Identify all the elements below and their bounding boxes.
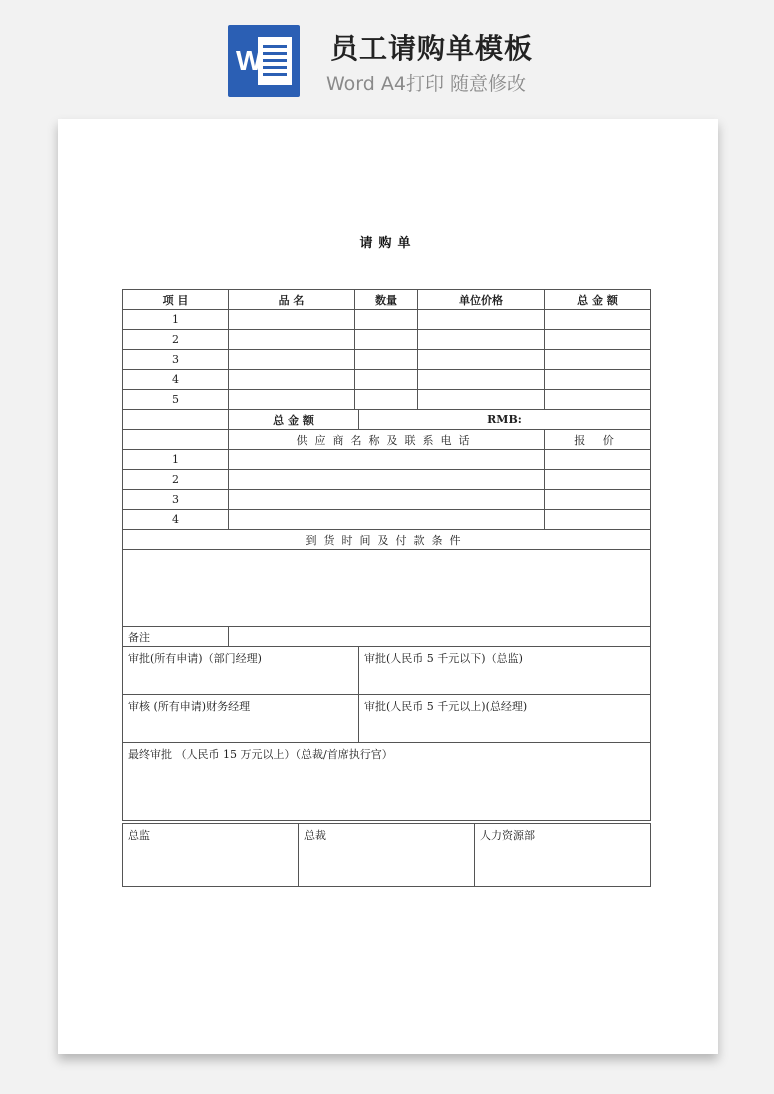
signature-table <box>122 823 651 887</box>
page-header <box>0 0 774 110</box>
item-number: 4 <box>123 370 229 390</box>
sign-director[interactable]: 总监 <box>123 824 299 887</box>
sign-hr[interactable]: 人力资源部 <box>475 824 651 887</box>
item-total-cell[interactable] <box>545 390 651 410</box>
approval-general-manager[interactable]: 审批(人民币 5 千元以上)(总经理) <box>359 695 651 743</box>
col-header-item: 项 目 <box>123 290 229 310</box>
approval-director[interactable]: 审批(人民币 5 千元以下)（总监) <box>359 647 651 695</box>
table-row <box>123 330 651 350</box>
supplier-number: 2 <box>123 470 229 490</box>
supplier-info-cell[interactable] <box>229 450 545 470</box>
total-value[interactable]: RMB: <box>359 410 651 430</box>
item-qty-cell[interactable] <box>355 350 418 370</box>
table-row <box>123 510 651 530</box>
item-name-cell[interactable] <box>229 310 355 330</box>
item-name-cell[interactable] <box>229 370 355 390</box>
quote-header: 报 价 <box>545 430 651 450</box>
table-row <box>123 310 651 330</box>
sign-president[interactable]: 总裁 <box>299 824 475 887</box>
purchase-request-form <box>122 289 651 821</box>
delivery-terms-cell[interactable] <box>123 550 651 627</box>
total-row <box>123 410 651 430</box>
approval-row-1 <box>123 647 651 695</box>
table-row <box>123 370 651 390</box>
remark-label: 备注 <box>123 627 229 647</box>
col-header-unit-price: 单位价格 <box>418 290 545 310</box>
supplier-spacer-cell <box>123 430 229 450</box>
item-price-cell[interactable] <box>418 390 545 410</box>
delivery-header-row <box>123 530 651 550</box>
item-name-cell[interactable] <box>229 350 355 370</box>
supplier-info-cell[interactable] <box>229 470 545 490</box>
table-row <box>123 470 651 490</box>
final-approval[interactable]: 最终审批 （人民币 15 万元以上）（总裁/首席执行官） <box>123 743 651 821</box>
item-total-cell[interactable] <box>545 330 651 350</box>
item-name-cell[interactable] <box>229 330 355 350</box>
item-price-cell[interactable] <box>418 350 545 370</box>
supplier-number: 1 <box>123 450 229 470</box>
table-row <box>123 450 651 470</box>
item-number: 2 <box>123 330 229 350</box>
table-row <box>123 390 651 410</box>
item-total-cell[interactable] <box>545 310 651 330</box>
page-title: 员工请购单模板 <box>330 32 534 65</box>
item-qty-cell[interactable] <box>355 310 418 330</box>
item-name-cell[interactable] <box>229 390 355 410</box>
document-title: 请购单 <box>359 236 417 251</box>
item-qty-cell[interactable] <box>355 370 418 390</box>
supplier-info-cell[interactable] <box>229 490 545 510</box>
item-total-cell[interactable] <box>545 370 651 390</box>
item-price-cell[interactable] <box>418 330 545 350</box>
remark-row <box>123 627 651 647</box>
item-total-cell[interactable] <box>545 350 651 370</box>
supplier-info-cell[interactable] <box>229 510 545 530</box>
approval-dept-manager[interactable]: 审批(所有申请)（部门经理) <box>123 647 359 695</box>
table-header-row <box>123 290 651 310</box>
col-header-total: 总 金 额 <box>545 290 651 310</box>
item-price-cell[interactable] <box>418 370 545 390</box>
quote-cell[interactable] <box>545 510 651 530</box>
item-price-cell[interactable] <box>418 310 545 330</box>
col-header-name: 品 名 <box>229 290 355 310</box>
quote-cell[interactable] <box>545 490 651 510</box>
item-qty-cell[interactable] <box>355 390 418 410</box>
delivery-header: 到货时间及付款条件 <box>123 530 651 550</box>
item-number: 5 <box>123 390 229 410</box>
document-page <box>58 119 718 1054</box>
remark-cell[interactable] <box>229 627 651 647</box>
supplier-header: 供应商名称及联系电话 <box>229 430 545 450</box>
item-number: 3 <box>123 350 229 370</box>
supplier-header-row <box>123 430 651 450</box>
col-header-qty: 数量 <box>355 290 418 310</box>
approval-row-2 <box>123 695 651 743</box>
supplier-number: 3 <box>123 490 229 510</box>
quote-cell[interactable] <box>545 470 651 490</box>
item-number: 1 <box>123 310 229 330</box>
total-spacer-cell <box>123 410 229 430</box>
total-label: 总 金 额 <box>229 410 359 430</box>
page-subtitle: Word A4打印 随意修改 <box>326 73 527 95</box>
final-approval-row <box>123 743 651 821</box>
word-doc-icon: W <box>228 25 300 97</box>
supplier-number: 4 <box>123 510 229 530</box>
review-finance-manager[interactable]: 审核 (所有申请)财务经理 <box>123 695 359 743</box>
table-row <box>123 490 651 510</box>
delivery-terms-row <box>123 550 651 627</box>
item-qty-cell[interactable] <box>355 330 418 350</box>
table-row <box>123 350 651 370</box>
quote-cell[interactable] <box>545 450 651 470</box>
